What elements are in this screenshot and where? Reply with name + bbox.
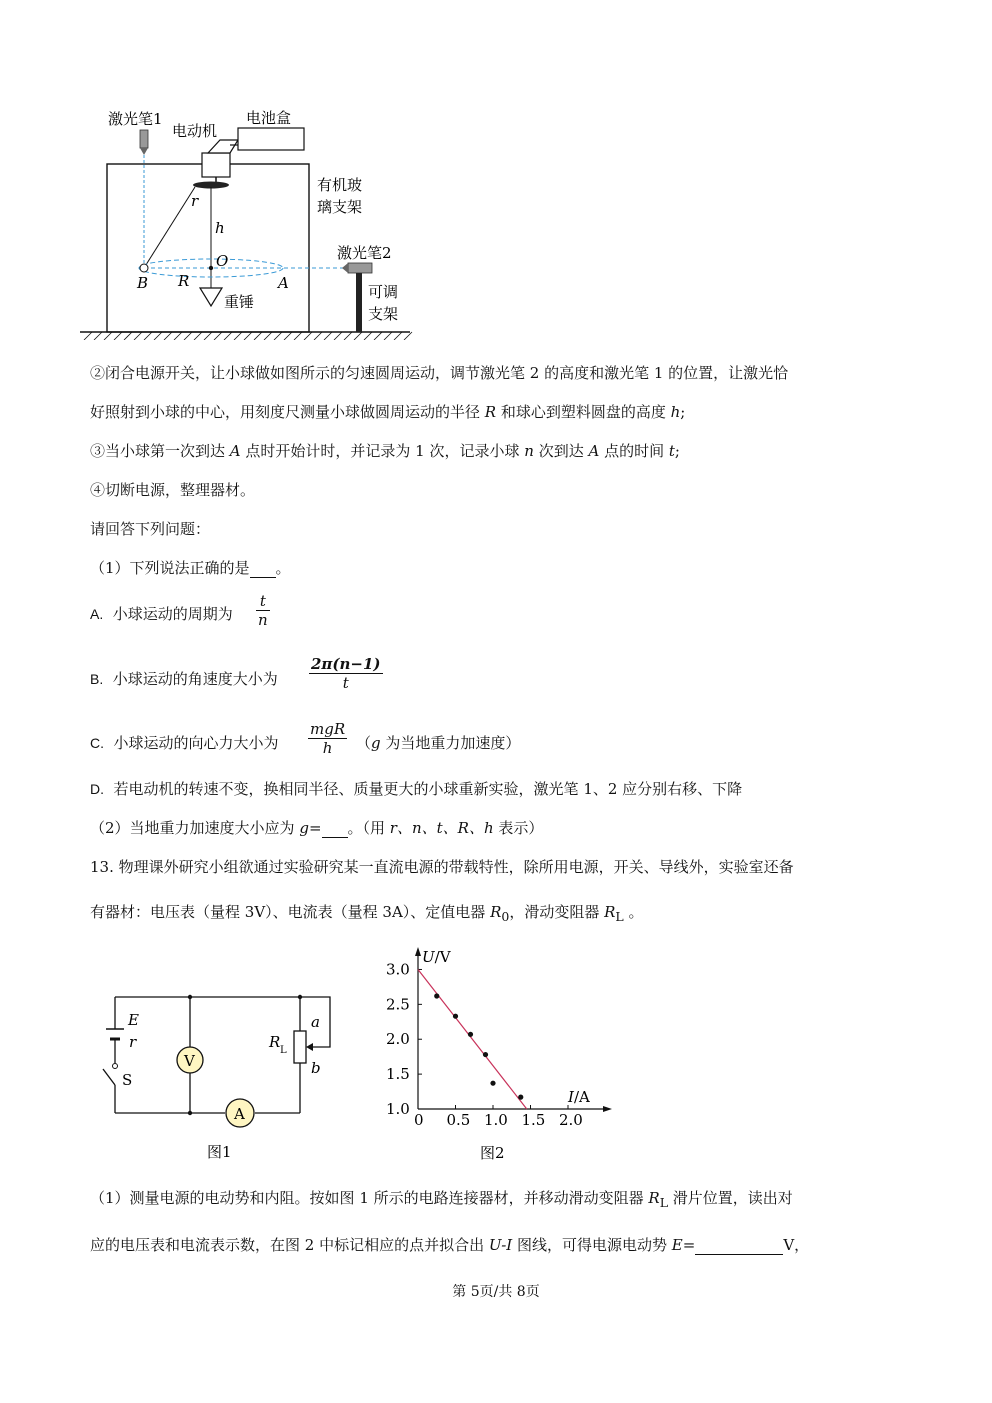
label-laser2: 激光笔2	[337, 244, 392, 262]
label-a: a	[311, 1013, 320, 1031]
label-A: A	[278, 274, 289, 292]
label-laser1: 激光笔1	[108, 110, 163, 128]
y-tick-label: 3.0	[386, 960, 410, 979]
step-3: ③当小球第一次到达 A 点时开始计时，并记录为 1 次，记录小球 n 次到达 A 点的时间 t;	[90, 442, 680, 460]
label-weight: 重锤	[224, 293, 255, 311]
rheostat	[294, 1031, 306, 1063]
y-axis-label: U/V	[422, 948, 451, 966]
question-2: （2）当地重力加速度大小应为 g= 。（用 r、n、t、R、h 表示）	[90, 819, 544, 837]
data-point	[468, 1032, 473, 1037]
fig2-caption: 图2	[480, 1144, 505, 1162]
label-r: r	[191, 192, 199, 210]
x-tick-label: 1.0	[484, 1111, 508, 1129]
step-4: ④切断电源，整理器材。	[90, 481, 256, 499]
battery-box	[238, 128, 304, 150]
q13-line-1: 13. 物理课外研究小组欲通过实验研究某一直流电源的带载特性，除所用电源，开关、导线外，实验室还备	[90, 858, 794, 876]
fit-line	[418, 969, 527, 1109]
fraction-t-over-n: $\frac{t}{n}$	[258, 592, 268, 629]
option-c-note: （g 为当地重力加速度）	[356, 734, 521, 752]
y-tick-label: 1.5	[386, 1065, 410, 1084]
glass-frame	[107, 164, 309, 332]
ball	[140, 264, 148, 272]
page-footer: 第 5页/共 8页	[452, 1284, 540, 1300]
data-point	[483, 1052, 488, 1057]
label-B: B	[137, 274, 149, 292]
label-b: b	[311, 1059, 321, 1077]
y-axis-arrow	[415, 947, 421, 956]
voltmeter-label: V	[184, 1052, 195, 1070]
label-stand-2: 支架	[368, 305, 399, 323]
answer-blank-emf[interactable]	[695, 1238, 783, 1255]
fraction-mgR-over-h: mgR h	[310, 720, 346, 757]
x-axis-arrow	[603, 1106, 612, 1112]
laser-pen-1	[140, 130, 148, 148]
answer-blank-2[interactable]	[322, 821, 348, 838]
x-tick-label: 0	[414, 1111, 424, 1129]
label-O: O	[216, 252, 229, 270]
data-point	[453, 1014, 458, 1019]
answer-blank-1[interactable]	[250, 561, 276, 578]
fig1-caption: 图1	[207, 1143, 232, 1161]
label-S: S	[122, 1071, 133, 1089]
option-c: C. 小球运动的向心力大小为	[90, 734, 279, 752]
label-motor: 电动机	[172, 122, 218, 140]
laser-pen-2	[348, 263, 372, 273]
label-r-internal: r	[129, 1033, 137, 1051]
y-tick-label: 2.0	[386, 1030, 410, 1049]
label-stand-1: 可调	[368, 283, 399, 301]
weight	[200, 288, 222, 306]
option-b: B. 小球运动的角速度大小为	[90, 670, 278, 688]
step-2-line-1: ②闭合电源开关，让小球做如图所示的匀速圆周运动，调节激光笔 2 的高度和激光笔 1 的位置，让激光恰	[90, 364, 789, 382]
fraction-angular-velocity: $\frac{2\pi(n-1)}{t}$	[311, 655, 381, 692]
adjustable-stand	[356, 273, 362, 332]
data-point	[434, 993, 439, 998]
label-battery: 电池盒	[246, 109, 292, 127]
circuit-diagram	[95, 985, 345, 1165]
label-E: E	[128, 1011, 139, 1029]
u-i-chart	[380, 945, 620, 1165]
x-tick-label: 1.5	[521, 1111, 546, 1129]
label-frame-1: 有机玻	[317, 176, 363, 194]
label-R: R	[178, 272, 190, 290]
y-tick-label: 1.0	[386, 1100, 410, 1118]
q13-part1-line-1: （1）测量电源的电动势和内阻。按如图 1 所示的电路连接器材，并移动滑动变阻器 $R_L$ 滑片位置，读出对	[90, 1189, 793, 1210]
label-frame-2: 璃支架	[317, 198, 363, 216]
step-2-line-2: 好照射到小球的中心，用刻度尺测量小球做圆周运动的半径 R 和球心到塑料圆盘的高度 h;	[90, 403, 686, 421]
x-axis-label: I/A	[568, 1088, 590, 1106]
data-point	[518, 1095, 523, 1100]
ammeter-label: A	[234, 1105, 245, 1123]
option-d: D. 若电动机的转速不变，换相同半径、质量更大的小球重新实验，激光笔 1、2 应分别右移、下降	[90, 780, 743, 798]
label-RL-sub: L	[280, 1045, 287, 1056]
x-tick-label: 2.0	[559, 1111, 583, 1129]
label-RL: R	[269, 1033, 281, 1051]
q13-line-2: 有器材：电压表（量程 3V）、电流表（量程 3A）、定值电器 $R_0$，滑动变阻器 $R_L$ 。	[90, 903, 644, 924]
option-a: A. 小球运动的周期为	[90, 605, 233, 623]
apparatus-figure	[80, 100, 420, 340]
motor	[202, 153, 230, 177]
label-h: h	[215, 219, 225, 237]
questions-intro: 请回答下列问题：	[90, 520, 211, 538]
y-tick-label: 2.5	[386, 995, 410, 1014]
question-1: （1）下列说法正确的是 。	[90, 559, 291, 577]
data-point	[490, 1081, 495, 1086]
q13-part1-line-2: 应的电压表和电流表示数，在图 2 中标记相应的点并拟合出 U-I 图线，可得电源电动势 E= V，	[90, 1236, 810, 1254]
x-tick-label: 0.5	[446, 1111, 471, 1129]
